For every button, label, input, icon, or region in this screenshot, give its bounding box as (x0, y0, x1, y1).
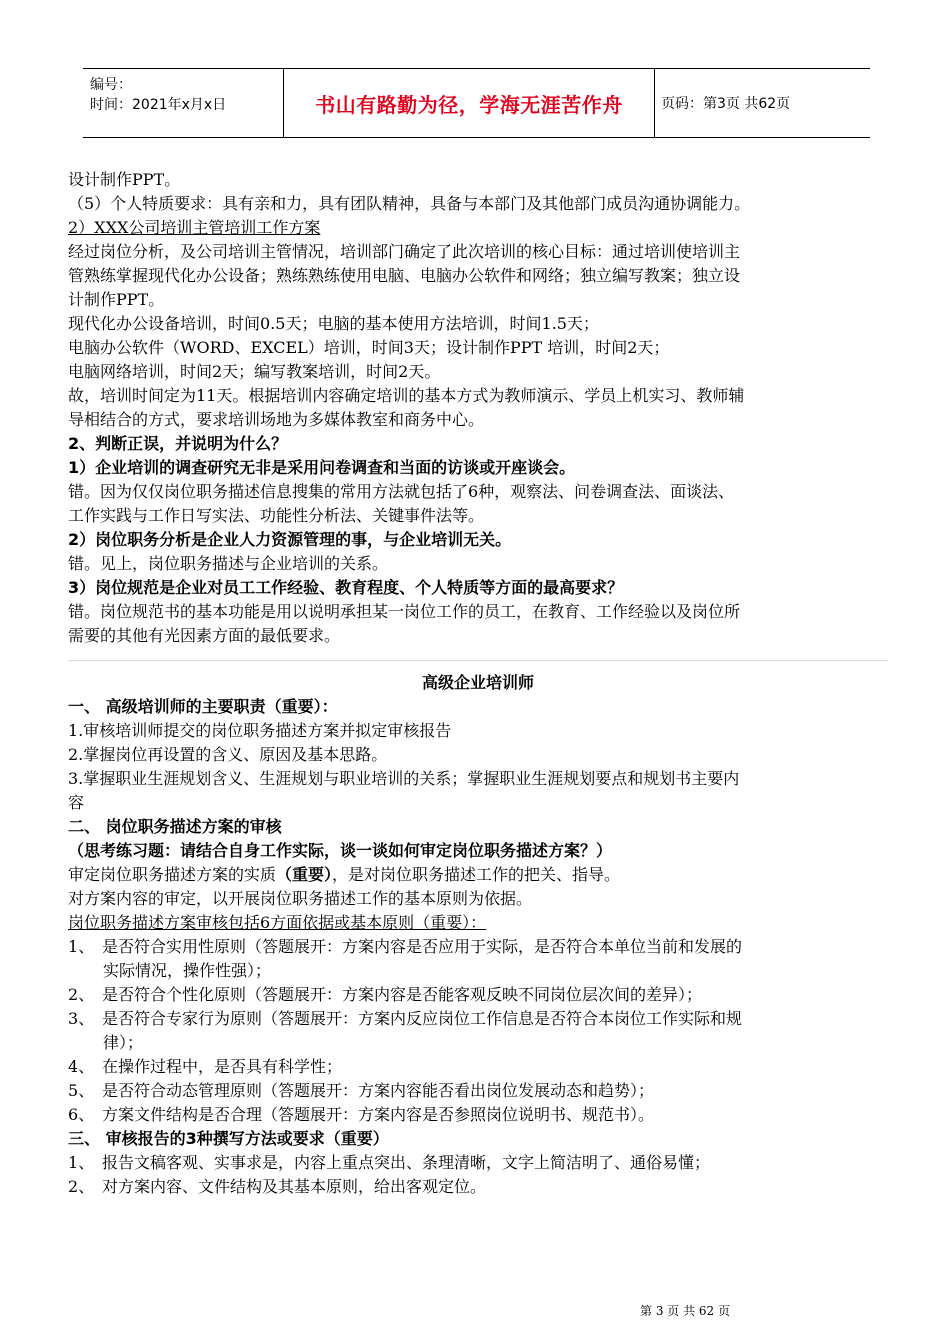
list-number: 2、 (68, 985, 95, 1004)
text-line: 2.掌握岗位再设置的含义、原因及基本思路。 (68, 745, 388, 764)
text-line: 电脑网络培训，时间2天；编写教案培训，时间2天。 (68, 362, 441, 381)
text-line: 1.审核培训师提交的岗位职务描述方案并拟定审核报告 (68, 721, 452, 740)
exercise-prompt: （思考练习题：请结合自身工作实际，谈一谈如何审定岗位职务描述方案？） (68, 841, 613, 860)
list-text: 是否符合专家行为原则（答题展开：方案内反应岗位工作信息是否符合本岗位工作实际和规 (102, 1009, 743, 1028)
answer-line: 错。岗位规范书的基本功能是用以说明承担某一岗位工作的员工，在教育、工作经验以及岗位所 (68, 602, 741, 621)
subheading: 岗位职务描述方案审核包括6方面依据或基本原则（重要）： (68, 913, 487, 932)
text-line: 电脑办公软件（WORD、EXCEL）培训，时间3天；设计制作PPT 培训，时间2天； (68, 338, 670, 357)
list-text: 是否符合动态管理原则（答题展开：方案内容能否看出岗位发展动态和趋势）； (102, 1081, 655, 1100)
list-item (68, 959, 888, 983)
list-text: 报告文稿客观、实事求是，内容上重点突出、条理清晰，文字上简洁明了、通俗易懂； (102, 1153, 711, 1172)
list-text: 是否符合个性化原则（答题展开：方案内容是否能客观反映不同岗位层次间的差异）； (102, 985, 703, 1004)
text-line: 容 (68, 793, 85, 812)
list-text: 是否符合实用性原则（答题展开：方案内容是否应用于实际，是否符合本单位当前和发展的 (102, 937, 743, 956)
answer-line: 工作实践与工作日写实法、功能性分析法、关键事件法等。 (68, 506, 485, 525)
text-line: 管熟练掌握现代化办公设备；熟练熟练使用电脑、电脑办公软件和网络；独立编写教案；独立设 (68, 266, 741, 285)
document-body (68, 168, 888, 1199)
text-line: 3.掌握职业生涯规划含义、生涯规划与职业培训的关系；掌握职业生涯规划要点和规划书主要内 (68, 769, 740, 788)
subheading: 2）XXX公司培训主管培训工作方案 (68, 218, 321, 237)
question-heading: 2、判断正误，并说明为什么？ (68, 434, 288, 453)
text-line: 设计制作PPT。 (68, 170, 181, 189)
text-line: 导相结合的方式，要求培训场地为多媒体教室和商务中心。 (68, 410, 485, 429)
emphasis: （重要） (276, 865, 333, 884)
list-item (68, 1007, 888, 1031)
text-line (68, 863, 888, 887)
text-span: ，是对岗位职务描述工作的把关、指导。 (332, 865, 621, 884)
list-item (68, 1151, 888, 1175)
answer-line: 需要的其他有光因素方面的最低要求。 (68, 626, 341, 645)
question: 3）岗位规范是企业对员工工作经验、教育程度、个人特质等方面的最高要求？ (68, 578, 624, 597)
list-text: 对方案内容、文件结构及其基本原则，给出客观定位。 (102, 1177, 487, 1196)
list-number: 1、 (68, 1153, 95, 1172)
text-line: 经过岗位分析，及公司培训主管情况，培训部门确定了此次培训的核心目标：通过培训使培训主 (68, 242, 741, 261)
section-divider (68, 660, 888, 661)
list-number: 4、 (68, 1057, 95, 1076)
text-line: （5）个人特质要求：具有亲和力，具有团队精神，具备与本部门及其他部门成员沟通协调能力。 (68, 194, 751, 213)
list-item (68, 935, 888, 959)
text-line: 对方案内容的审定，以开展岗位职务描述工作的基本原则为依据。 (68, 889, 533, 908)
section-heading: 二、 岗位职务描述方案的审核 (68, 817, 282, 836)
header-number: 编号： (90, 77, 132, 93)
list-item (68, 1103, 888, 1127)
list-text: 实际情况，操作性强）； (103, 961, 272, 980)
answer-line: 错。因为仅仅岗位职务描述信息搜集的常用方法就包括了6种，观察法、问卷调查法、面谈法、 (68, 482, 735, 501)
list-text: 律）； (103, 1033, 144, 1052)
page-header (83, 68, 870, 138)
list-number: 1、 (68, 937, 95, 956)
section-heading: 三、 审核报告的3种撰写方法或要求（重要） (68, 1129, 389, 1148)
header-date: 时间：2021年x月x日 (90, 97, 227, 113)
header-meta (83, 69, 283, 137)
list-number: 5、 (68, 1081, 95, 1100)
list-item (68, 1175, 888, 1199)
list-text: 在操作过程中，是否具有科学性； (102, 1057, 343, 1076)
question: 1）企业培训的调查研究无非是采用问卷调查和当面的访谈或开座谈会。 (68, 458, 576, 477)
text-line: 故，培训时间定为11天。根据培训内容确定培训的基本方式为教师演示、学员上机实习、教师辅 (68, 386, 745, 405)
list-item (68, 1055, 888, 1079)
answer-line: 错。见上，岗位职务描述与企业培训的关系。 (68, 554, 389, 573)
text-line: 现代化办公设备培训，时间0.5天；电脑的基本使用方法培训，时间1.5天； (68, 314, 599, 333)
list-item (68, 1079, 888, 1103)
text-span: 审定岗位职务描述方案的实质 (68, 865, 277, 884)
header-page-number: 页码：第3页 共62页 (661, 96, 791, 112)
section-title: 高级企业培训师 (421, 673, 534, 692)
list-number: 2、 (68, 1177, 95, 1196)
list-text: 方案文件结构是否合理（答题展开：方案内容是否参照岗位说明书、规范书）。 (102, 1105, 655, 1124)
text-line: 计制作PPT。 (68, 290, 165, 309)
list-item (68, 983, 888, 1007)
question: 2）岗位职务分析是企业人力资源管理的事，与企业培训无关。 (68, 530, 512, 549)
page-footer: 第 3 页 共 62 页 (640, 1304, 730, 1318)
header-motto: 书山有路勤为径，学海无涯苦作舟 (283, 69, 655, 137)
section-heading: 一、 高级培训师的主要职责（重要）： (68, 697, 338, 716)
list-item (68, 1031, 888, 1055)
list-number: 6、 (68, 1105, 95, 1124)
list-number: 3、 (68, 1009, 95, 1028)
